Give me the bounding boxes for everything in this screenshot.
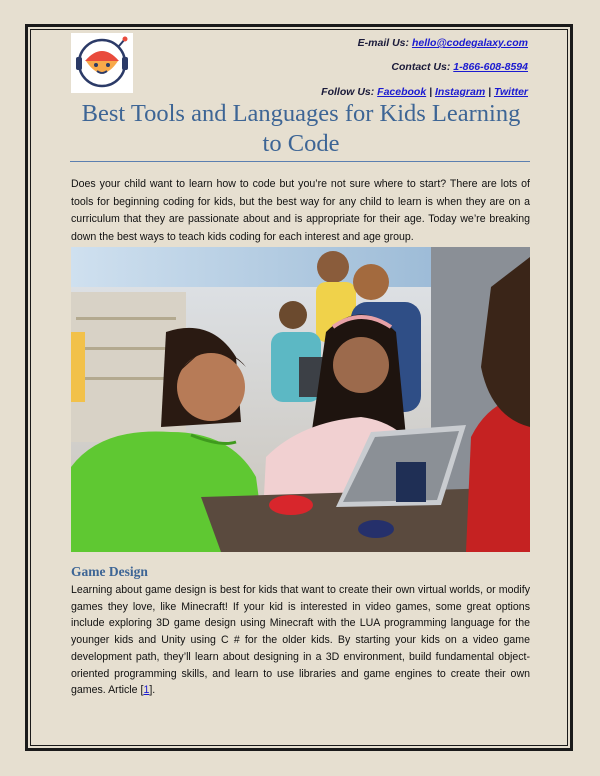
facebook-link[interactable]: Facebook	[377, 86, 427, 98]
intro-paragraph: Does your child want to learn how to code but you’re not sure where to start? There are lots of tools for beginning coding for kids, but the best way for any child to learn is when they are on a curriculum that they are passionate about and is appropriate for their age. Today we’re breaking down the best ways to teach kids coding for each interest and age group.	[71, 178, 530, 243]
astronaut-logo-icon	[71, 33, 133, 93]
citation-bracket-open: [	[140, 684, 144, 697]
title-divider	[70, 161, 530, 162]
page-title: Best Tools and Languages for Kids Learning to Code	[81, 100, 521, 157]
instagram-link[interactable]: Instagram	[434, 86, 486, 98]
separator: |	[429, 86, 433, 98]
game-design-text: Learning about game design is best for kids that want to create their own virtual worlds, or modify games they love, like Minecraft! If your kid is interested in video games, some great options include exploring 3D game design using Minecraft with the LUA programming language for the younger kids and Unity using C # for the older kids. By starting your kids on a video game development path, they’ll learn about designing in a 3D environment, build fundamental object-oriented programming skills, and learn to use libraries and game engines to create their own games. Article	[71, 584, 530, 697]
social-line	[321, 86, 528, 98]
phone-link[interactable]: 1-866-608-8594	[453, 61, 528, 73]
codegalaxy-logo[interactable]	[71, 33, 133, 93]
follow-label: Follow Us:	[321, 86, 375, 98]
phone-line	[391, 61, 528, 73]
email-link[interactable]: hello@codegalaxy.com	[411, 37, 528, 49]
kids-coding-image	[71, 247, 530, 552]
game-design-paragraph	[71, 582, 530, 699]
citation-link[interactable]: 1	[143, 684, 150, 697]
twitter-link[interactable]: Twitter	[493, 86, 528, 98]
classroom-photo	[71, 247, 530, 552]
email-line	[358, 37, 528, 49]
contact-label: Contact Us:	[391, 61, 451, 73]
citation-bracket-close: ].	[149, 684, 156, 697]
email-label: E-mail Us:	[357, 37, 410, 49]
separator: |	[488, 86, 492, 98]
section-heading-game-design: Game Design	[71, 564, 148, 579]
